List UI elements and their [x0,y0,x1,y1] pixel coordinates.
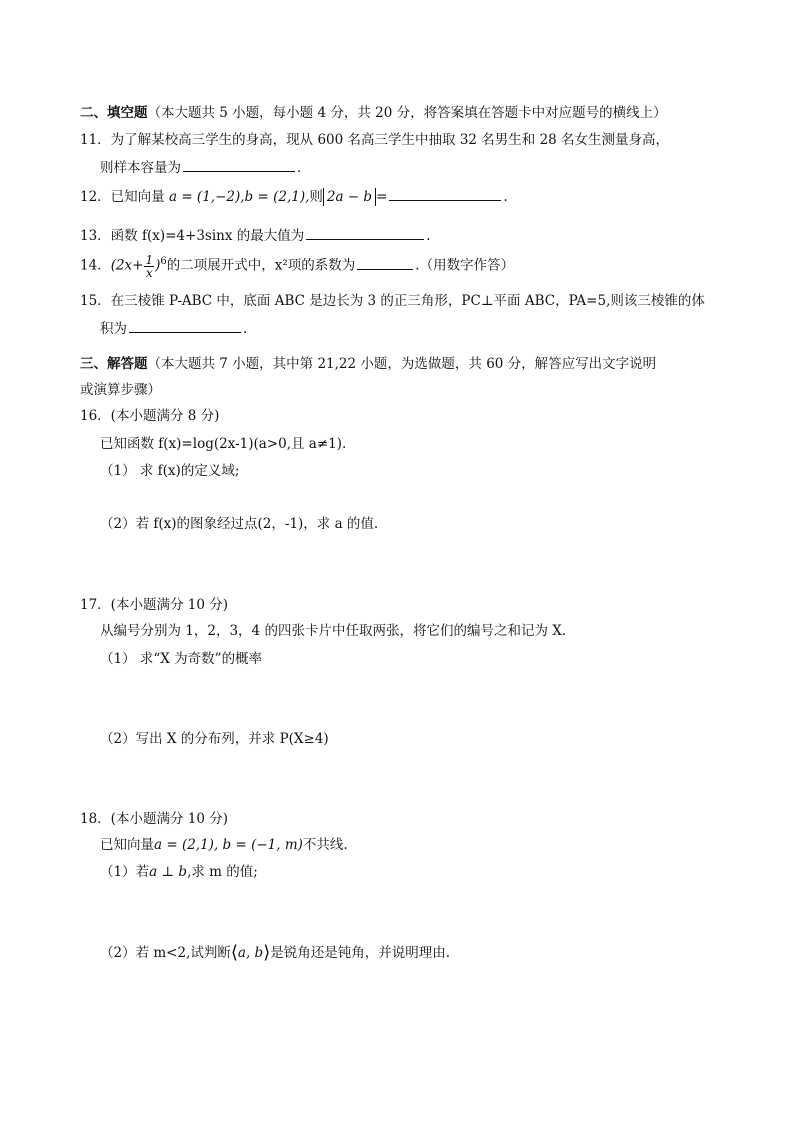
q18-stem-expr: a = (2,1), b = (−1, m) [154,837,303,853]
q18-p1-prefix: （1）若 [100,864,150,880]
q18-stem-end: 不共线. [302,837,348,853]
q15-line2-text: 积为 [100,321,127,337]
q13-answer-blank[interactable] [306,225,424,240]
q15-line2 [100,318,247,338]
q15-end: . [243,321,248,337]
q12-then: 则 [309,189,323,205]
q14-frac-den: x [145,265,153,280]
q11-line2 [100,157,311,177]
q17-stem: 从编号分别为 1，2，3，4 的四张卡片中任取两张，将它们的编号之和记为 X. [100,623,567,639]
q12-vector-a: a = (1,−2), [168,189,245,205]
q14-power: 6 [160,256,167,267]
section3-desc: （本大题共 7 小题，其中第 21,22 小题，为选做题，共 60 分，解答应写出文字说明 [147,356,657,372]
q17-part2: （2）写出 X 的分布列，并求 P(X≥4) [100,731,329,747]
q12-prefix: 12．已知向量 [80,189,165,205]
q14-end: .（用数字作答） [415,257,515,274]
q18-p1-end: ,求 m 的值; [187,864,258,880]
q11-line2-text: 则样本容量为 [100,160,181,176]
q18-stem-prefix: 已知向量 [100,837,154,853]
section3-title: 三、解答题 [80,356,148,372]
q12-line [80,186,508,206]
q13-line [80,225,431,245]
q18-p1-expr: a ⊥ b [149,864,188,880]
q18-p2-end: 是锐角还是钝角，并说明理由. [270,945,451,961]
q12-abs-expr: 2a − b [323,188,376,206]
q16-part1: （1） 求 f(x)的定义域; [100,463,240,479]
q14-mid: 的二项展开式中，x²项的系数为 [166,257,356,274]
left-angle-bracket-icon: ⟨ [230,942,238,963]
q15-line1: 15．在三棱锥 P-ABC 中，底面 ABC 是边长为 3 的正三角形，PC⊥平面 ABC，PA=5,则该三棱锥的体 [80,293,705,309]
q18-p2-prefix: （2）若 m<2,试判断 [100,945,231,961]
section3-heading [80,355,656,373]
q14-expr-b: ) [155,257,161,274]
q18-part2 [100,944,450,962]
q11-answer-blank[interactable] [183,157,295,172]
q12-vector-b: b = (2,1), [244,189,310,205]
q14-line [80,248,514,280]
q18-part1 [100,863,258,881]
q14-expr-a: (2x+ [110,257,144,274]
section2-heading [80,104,667,122]
q16-stem: 已知函数 f(x)=log(2x-1)(a>0,且 a≠1). [100,436,347,452]
q14-frac-num: 1 [145,252,154,267]
q14-answer-blank[interactable] [357,255,413,270]
q14-fraction [144,254,154,279]
section2-desc: （本大题共 5 小题，每小题 4 分，共 20 分，将答案填在答题卡中对应题号的横线上） [147,105,667,121]
q17-header: 17．(本小题满分 10 分) [80,597,228,613]
q13-end: . [426,228,431,244]
q15-answer-blank[interactable] [129,318,241,333]
q12-eq: = [376,189,388,205]
q11-line1: 11．为了解某校高三学生的身高，现从 600 名高三学生中抽取 32 名男生和 28 名女生测量身高， [80,132,670,148]
q16-part2: （2）若 f(x)的图象经过点(2，-1)，求 a 的值. [100,516,379,532]
q14-prefix: 14． [80,257,111,274]
q18-stem [100,836,348,854]
q17-part1: （1） 求“X 为奇数”的概率 [100,651,263,667]
q16-header: 16．(本小题满分 8 分) [80,408,220,424]
section3-line2: 或演算步骤） [80,382,161,398]
q12-end: . [503,189,508,205]
section2-title: 二、填空题 [80,105,148,121]
q12-answer-blank[interactable] [389,186,501,201]
q13-text: 13．函数 f(x)=4+3sinx 的最大值为 [80,228,305,244]
right-angle-bracket-icon: ⟩ [263,942,271,963]
q11-end: ． [297,160,311,176]
q18-p2-expr: a, b [237,945,264,961]
q18-header: 18．(本小题满分 10 分) [80,811,228,827]
